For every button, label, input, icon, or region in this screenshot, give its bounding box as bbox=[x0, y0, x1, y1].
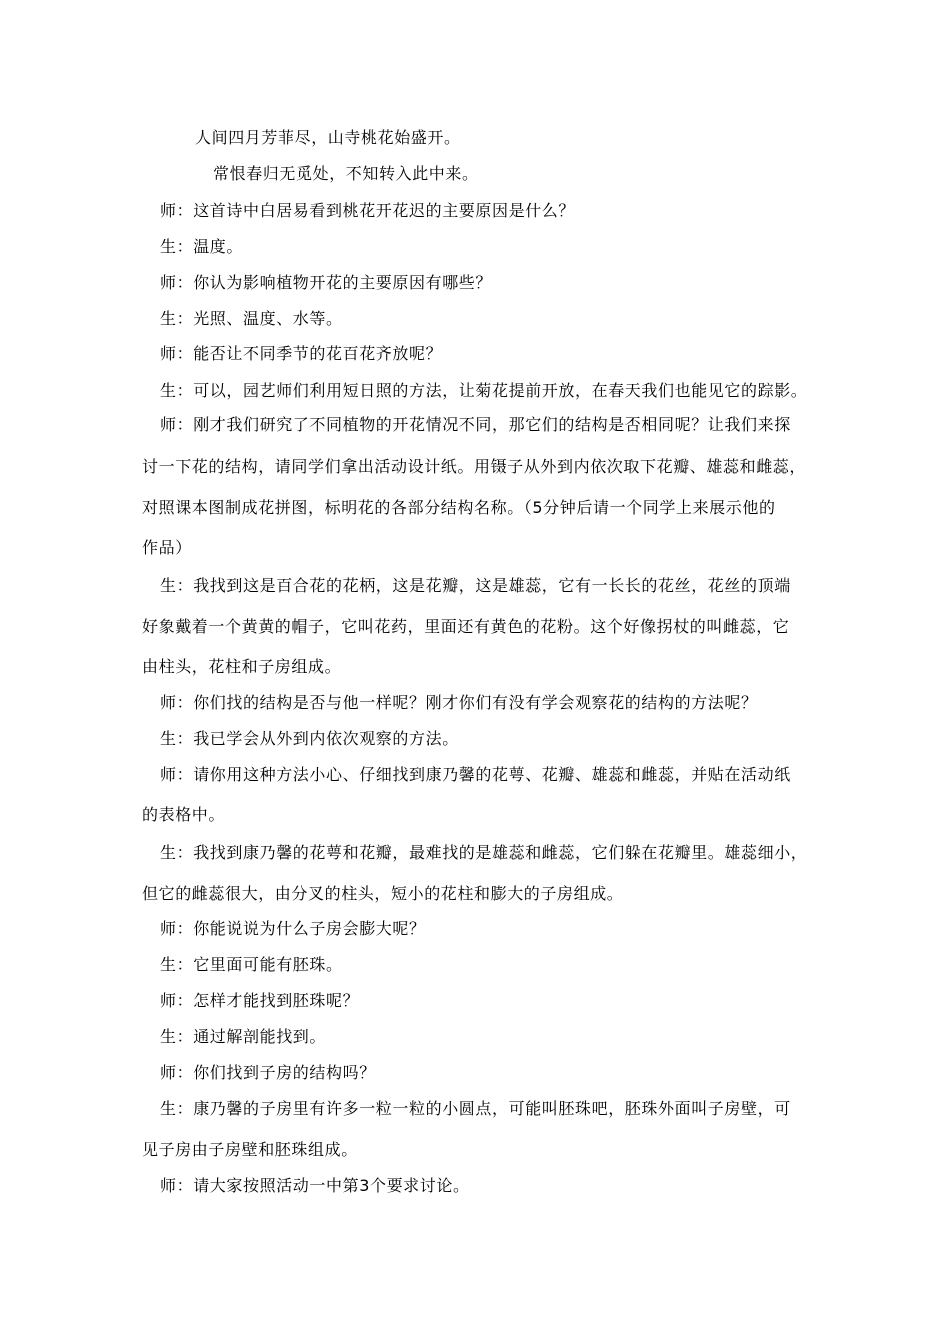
dialogue-line: 生：光照、温度、水等。 bbox=[160, 309, 343, 328]
dialogue-line: 生：康乃馨的子房里有许多一粒一粒的小圆点，可能叫胚珠吧，胚珠外面叫子房壁，可 bbox=[160, 1099, 791, 1118]
dialogue-continuation: 由柱头，花柱和子房组成。 bbox=[142, 657, 342, 676]
dialogue-continuation: 好象戴着一个黄黄的帽子，它叫花药，里面还有黄色的花粉。这个好像拐杖的叫雌蕊，它 bbox=[142, 617, 790, 636]
dialogue-continuation: 对照课本图制成花拼图，标明花的各部分结构名称。（5分钟后请一个同学上来展示他的 bbox=[142, 498, 776, 517]
poem-line-1: 人间四月芳菲尽，山寺桃花始盛开。 bbox=[195, 128, 461, 147]
poem-line-2: 常恨春归无觅处，不知转入此中来。 bbox=[213, 164, 479, 183]
dialogue-line: 生：我已学会从外到内依次观察的方法。 bbox=[160, 729, 459, 748]
dialogue-continuation: 讨一下花的结构，请同学们拿出活动设计纸。用镊子从外到内依次取下花瓣、雄蕊和雌蕊， bbox=[142, 457, 807, 476]
dialogue-line: 师：你们找到子房的结构吗？ bbox=[160, 1063, 376, 1082]
dialogue-line: 师：请大家按照活动一中第3个要求讨论。 bbox=[160, 1176, 470, 1195]
dialogue-continuation: 的表格中。 bbox=[142, 805, 226, 824]
dialogue-line: 生：我找到这是百合花的花柄，这是花瓣，这是雄蕊，它有一长长的花丝，花丝的顶端 bbox=[160, 576, 791, 595]
dialogue-line: 生：它里面可能有胚珠。 bbox=[160, 955, 343, 974]
dialogue-continuation: 作品） bbox=[142, 538, 192, 557]
dialogue-line: 师：你能说说为什么子房会膨大呢？ bbox=[160, 919, 426, 938]
dialogue-line: 生：通过解剖能找到。 bbox=[160, 1027, 327, 1046]
dialogue-line: 生：我找到康乃馨的花萼和花瓣，最难找的是雄蕊和雌蕊，它们躲在花瓣里。雄蕊细小， bbox=[160, 843, 808, 862]
dialogue-line: 师：请你用这种方法小心、仔细找到康乃馨的花萼、花瓣、雄蕊和雌蕊，并贴在活动纸 bbox=[160, 765, 791, 784]
dialogue-line: 生：可以，园艺师们利用短日照的方法，让菊花提前开放，在春天我们也能见它的踪影。 bbox=[160, 381, 808, 400]
dialogue-continuation: 见子房由子房壁和胚珠组成。 bbox=[142, 1140, 358, 1159]
dialogue-line: 师：你认为影响植物开花的主要原因有哪些？ bbox=[160, 273, 493, 292]
dialogue-continuation: 但它的雌蕊很大，由分叉的柱头，短小的花柱和膨大的子房组成。 bbox=[142, 884, 624, 903]
dialogue-line: 生：温度。 bbox=[160, 237, 244, 256]
dialogue-line: 师：能否让不同季节的花百花齐放呢？ bbox=[160, 344, 443, 363]
dialogue-line: 师：这首诗中白居易看到桃花开花迟的主要原因是什么？ bbox=[160, 201, 576, 220]
dialogue-line: 师：你们找的结构是否与他一样呢？刚才你们有没有学会观察花的结构的方法呢？ bbox=[160, 693, 758, 712]
dialogue-line: 师：怎样才能找到胚珠呢？ bbox=[160, 991, 360, 1010]
dialogue-line: 师：刚才我们研究了不同植物的开花情况不同，那它们的结构是否相同呢？让我们来探 bbox=[160, 415, 791, 434]
